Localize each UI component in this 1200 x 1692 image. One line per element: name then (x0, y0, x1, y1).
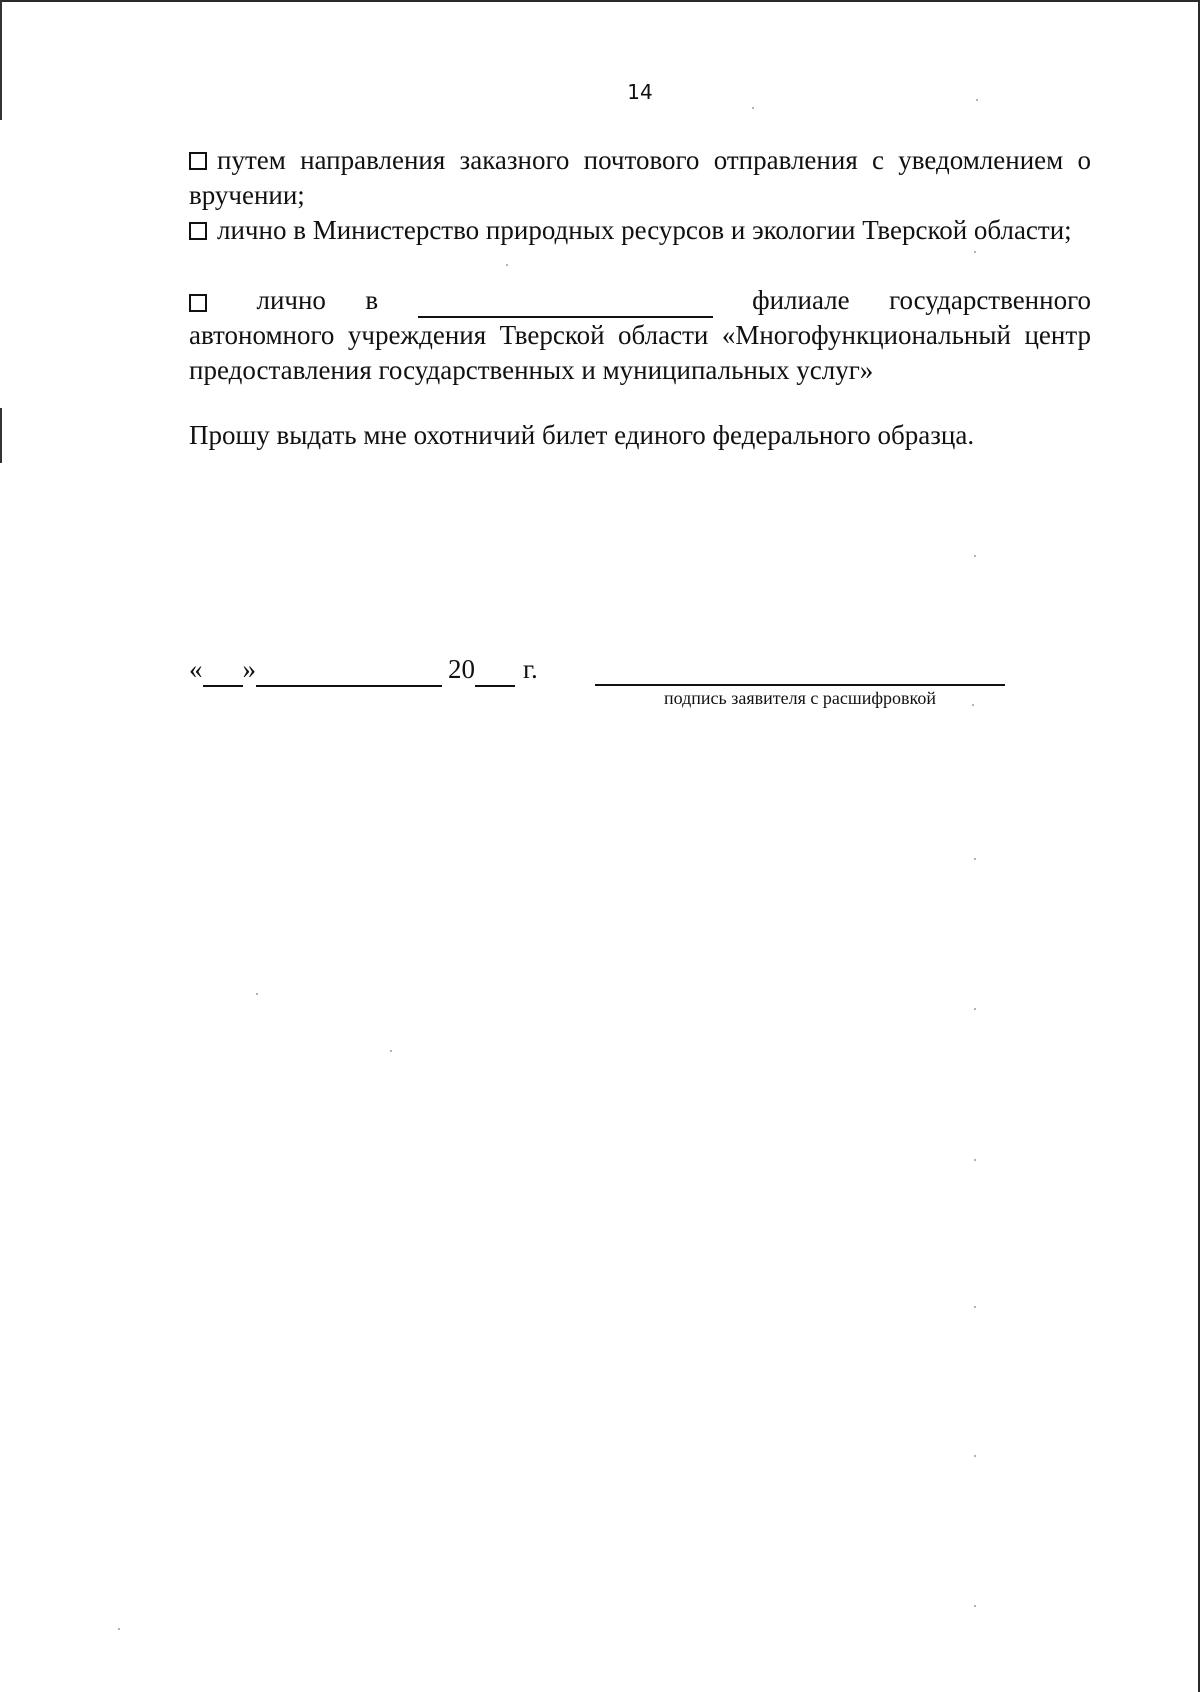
delivery-option-mail (189, 143, 1091, 213)
scan-speck (974, 1455, 976, 1457)
scan-speck (118, 1628, 120, 1630)
checkbox-icon[interactable] (189, 294, 207, 312)
scan-edge-mark (0, 0, 2, 120)
year-suffix: г. (523, 654, 538, 684)
scan-speck (752, 107, 754, 109)
scan-speck (974, 555, 976, 557)
checkbox-icon[interactable] (189, 222, 207, 240)
option-text: путем направления заказного почтового отправления с уведомлением о вручении; (189, 145, 1091, 210)
option-text: лично в Министерство природных ресурсов и экологии Тверской области; (217, 215, 1072, 245)
option-word: филиале (752, 285, 850, 315)
scan-speck (974, 251, 976, 253)
scan-speck (974, 1159, 976, 1161)
option-word: в (365, 285, 379, 315)
month-field[interactable] (256, 659, 442, 687)
option-text: автономного учреждения Тверской области «Многофункциональный центр предоставления государственных и муниципальных услуг» (189, 320, 1091, 385)
scan-speck (256, 993, 258, 995)
scan-speck (974, 1008, 976, 1010)
scan-speck (390, 1050, 392, 1052)
scan-speck (974, 1306, 976, 1308)
scan-speck (976, 99, 978, 101)
page-number: 14 (627, 80, 653, 104)
scan-speck (506, 264, 508, 266)
scan-speck (974, 1605, 976, 1607)
option-word: государственного (889, 285, 1091, 315)
delivery-option-mfc (189, 283, 1091, 388)
signature-field[interactable] (595, 684, 1005, 686)
scan-speck (974, 858, 976, 860)
year-prefix: 20 (448, 654, 475, 684)
option-word: лично (256, 285, 326, 315)
scan-edge-top (0, 0, 1200, 2)
request-text: Прошу выдать мне охотничий билет единого федерального образца. (189, 420, 975, 450)
quote-close: » (242, 654, 256, 684)
checkbox-icon[interactable] (189, 152, 207, 170)
option-first-line (189, 283, 1091, 318)
day-field[interactable] (203, 659, 243, 687)
date-row (189, 652, 538, 687)
scan-edge-mark (0, 408, 2, 463)
branch-name-field[interactable] (418, 288, 713, 318)
delivery-option-ministry (189, 213, 1091, 248)
quote-open: « (189, 654, 203, 684)
signature-caption: подпись заявителя с расшифровкой (664, 688, 936, 708)
year-field[interactable] (475, 659, 515, 687)
